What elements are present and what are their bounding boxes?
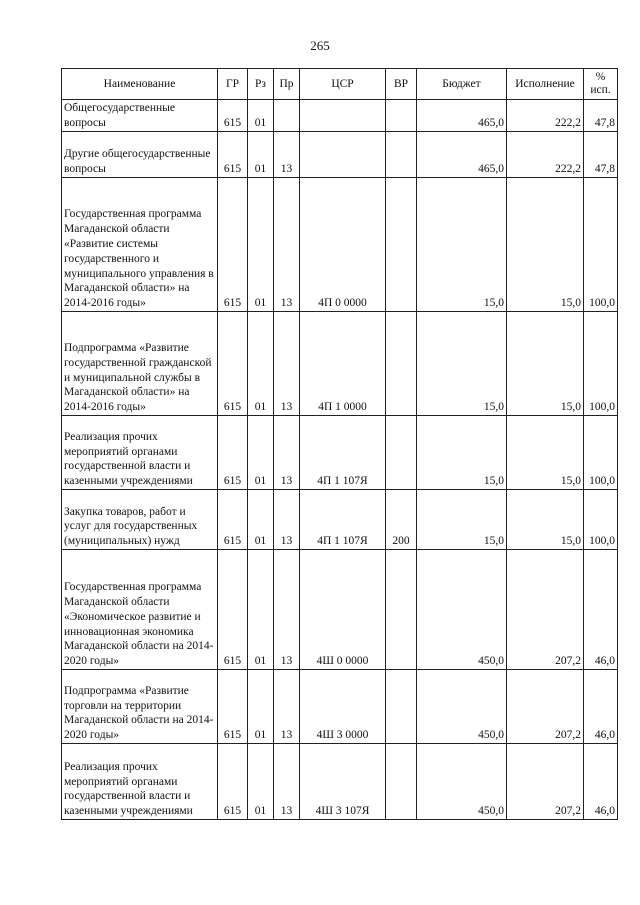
row-budget: 450,0 [417, 550, 507, 670]
header-rz: Рз [248, 69, 274, 100]
row-name: Закупка товаров, работ и услуг для государственных (муниципальных) нужд [62, 490, 218, 550]
row-vr [386, 670, 417, 744]
row-budget: 15,0 [417, 312, 507, 416]
row-csr [300, 100, 386, 132]
row-pr: 13 [274, 178, 300, 312]
row-rz: 01 [248, 100, 274, 132]
row-rz: 01 [248, 490, 274, 550]
row-execution: 15,0 [507, 490, 584, 550]
row-gr: 615 [218, 550, 248, 670]
row-rz: 01 [248, 744, 274, 820]
row-name: Подпрограмма «Развитие государственной гражданской и муниципальной службы в Магаданской области» на 2014-2016 годы» [62, 312, 218, 416]
row-gr: 615 [218, 178, 248, 312]
row-rz: 01 [248, 550, 274, 670]
row-execution: 207,2 [507, 744, 584, 820]
row-csr [300, 132, 386, 178]
row-percent: 100,0 [584, 312, 618, 416]
row-name: Общегосударственные вопросы [62, 100, 218, 132]
row-csr: 4Ш 0 0000 [300, 550, 386, 670]
row-percent: 46,0 [584, 744, 618, 820]
row-name: Государственная программа Магаданской области «Развитие системы государственного и муниципального управления в Магаданской области» на 2014-2016 годы» [62, 178, 218, 312]
table-header-row [62, 69, 618, 100]
row-percent: 46,0 [584, 670, 618, 744]
row-pr: 13 [274, 312, 300, 416]
table-row [62, 132, 618, 178]
row-rz: 01 [248, 312, 274, 416]
row-csr: 4П 1 107Я [300, 490, 386, 550]
row-percent: 47,8 [584, 132, 618, 178]
table-row [62, 550, 618, 670]
row-execution: 222,2 [507, 100, 584, 132]
row-name: Государственная программа Магаданской области «Экономическое развитие и инновационная экономика Магаданской области на 2014-2020 годы» [62, 550, 218, 670]
row-name: Подпрограмма «Развитие торговли на территории Магаданской области на 2014-2020 годы» [62, 670, 218, 744]
row-csr: 4П 1 107Я [300, 416, 386, 490]
table-row [62, 744, 618, 820]
row-percent: 100,0 [584, 416, 618, 490]
row-budget: 465,0 [417, 132, 507, 178]
row-execution: 15,0 [507, 416, 584, 490]
header-budget: Бюджет [417, 69, 507, 100]
row-vr [386, 178, 417, 312]
header-percent: % исп. [584, 69, 618, 100]
row-budget: 450,0 [417, 670, 507, 744]
row-vr [386, 550, 417, 670]
row-execution: 15,0 [507, 178, 584, 312]
row-vr [386, 416, 417, 490]
row-pr [274, 100, 300, 132]
table-row [62, 178, 618, 312]
row-budget: 465,0 [417, 100, 507, 132]
row-budget: 15,0 [417, 490, 507, 550]
row-gr: 615 [218, 416, 248, 490]
header-vr: ВР [386, 69, 417, 100]
row-execution: 222,2 [507, 132, 584, 178]
row-vr [386, 132, 417, 178]
table-row [62, 416, 618, 490]
row-csr: 4Ш 3 0000 [300, 670, 386, 744]
row-gr: 615 [218, 670, 248, 744]
header-gr: ГР [218, 69, 248, 100]
budget-table [61, 68, 618, 820]
row-name: Реализация прочих мероприятий органами государственной власти и казенными учреждениями [62, 744, 218, 820]
row-csr: 4П 0 0000 [300, 178, 386, 312]
row-rz: 01 [248, 178, 274, 312]
header-execution: Исполнение [507, 69, 584, 100]
row-vr [386, 100, 417, 132]
row-vr [386, 744, 417, 820]
row-gr: 615 [218, 312, 248, 416]
row-gr: 615 [218, 132, 248, 178]
table-row [62, 312, 618, 416]
row-csr: 4Ш 3 107Я [300, 744, 386, 820]
row-rz: 01 [248, 132, 274, 178]
row-gr: 615 [218, 744, 248, 820]
row-percent: 47,8 [584, 100, 618, 132]
row-vr [386, 312, 417, 416]
row-csr: 4П 1 0000 [300, 312, 386, 416]
row-percent: 46,0 [584, 550, 618, 670]
header-pr: Пр [274, 69, 300, 100]
row-execution: 207,2 [507, 670, 584, 744]
row-gr: 615 [218, 490, 248, 550]
row-pr: 13 [274, 744, 300, 820]
row-budget: 15,0 [417, 178, 507, 312]
table-row [62, 670, 618, 744]
page-number: 265 [310, 38, 330, 53]
header-csr: ЦСР [300, 69, 386, 100]
row-pr: 13 [274, 670, 300, 744]
row-budget: 15,0 [417, 416, 507, 490]
row-pr: 13 [274, 132, 300, 178]
row-rz: 01 [248, 670, 274, 744]
table-row [62, 100, 618, 132]
row-execution: 207,2 [507, 550, 584, 670]
row-execution: 15,0 [507, 312, 584, 416]
row-pr: 13 [274, 550, 300, 670]
row-vr: 200 [386, 490, 417, 550]
row-gr: 615 [218, 100, 248, 132]
header-name: Наименование [62, 69, 218, 100]
row-budget: 450,0 [417, 744, 507, 820]
row-pr: 13 [274, 490, 300, 550]
row-name: Реализация прочих мероприятий органами государственной власти и казенными учреждениями [62, 416, 218, 490]
table-row [62, 490, 618, 550]
row-percent: 100,0 [584, 178, 618, 312]
row-name: Другие общегосударственные вопросы [62, 132, 218, 178]
row-percent: 100,0 [584, 490, 618, 550]
row-rz: 01 [248, 416, 274, 490]
row-pr: 13 [274, 416, 300, 490]
